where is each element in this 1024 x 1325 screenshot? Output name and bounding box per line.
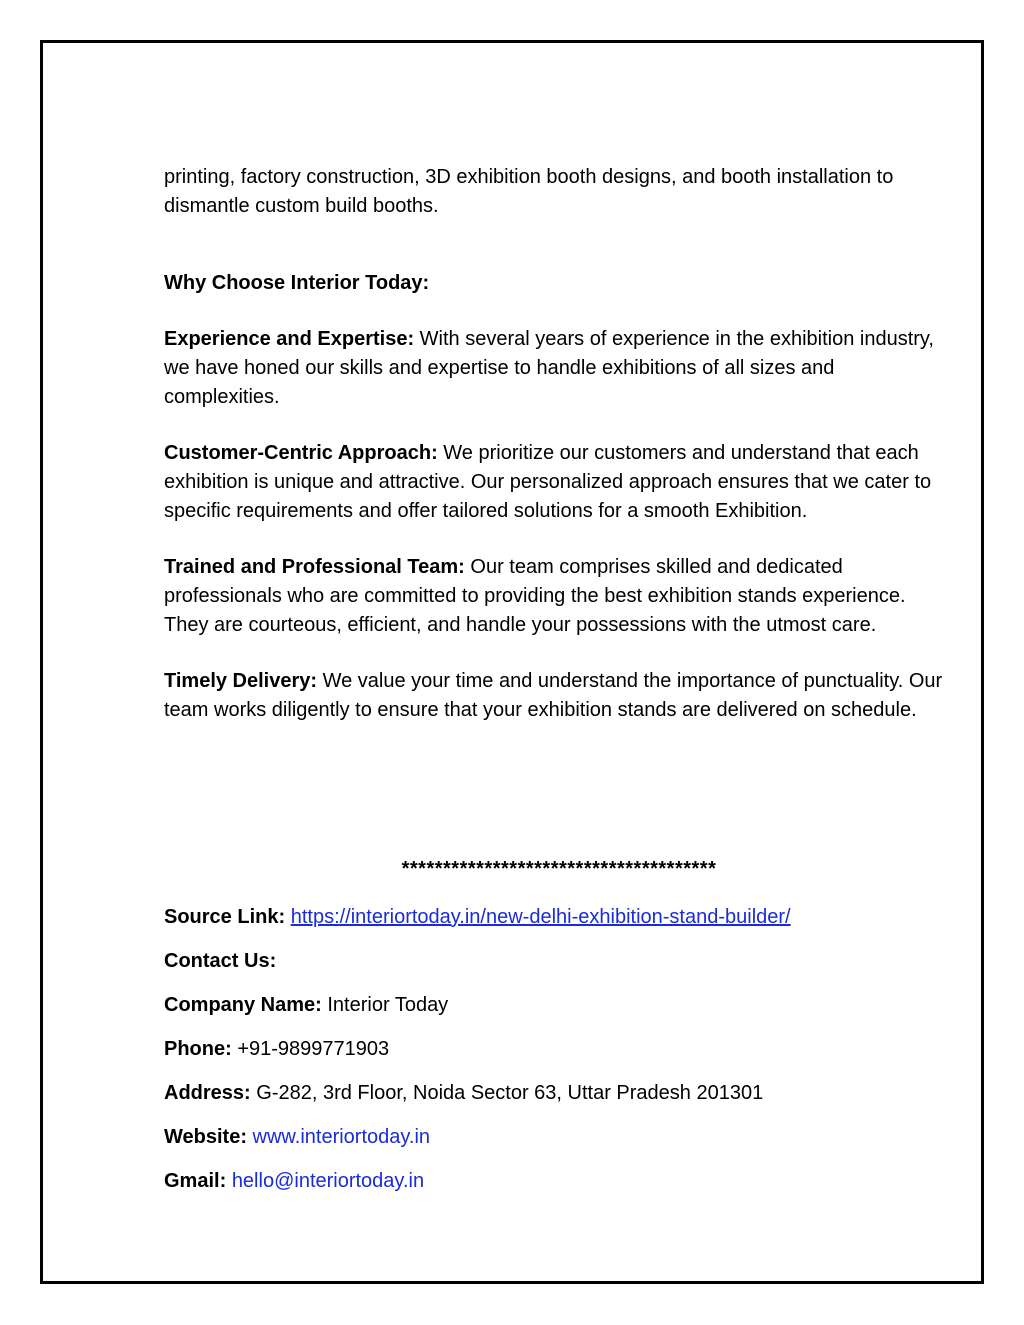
address-value: G-282, 3rd Floor, Noida Sector 63, Uttar Pradesh 201301 bbox=[256, 1082, 764, 1104]
phone-line bbox=[164, 1035, 954, 1064]
contact-block bbox=[164, 903, 954, 1211]
company-label: Company Name: bbox=[164, 994, 322, 1016]
website-line bbox=[164, 1123, 954, 1152]
section-text: Our team comprises skilled and dedicated professionals who are committed to providing the best exhibition stands experience. They are courteous, efficient, and handle your possessions with the utmost care. bbox=[164, 556, 906, 636]
section-text: With several years of experience in the exhibition industry, we have honed our skills and expertise to handle exhibitions of all sizes and complexities. bbox=[164, 328, 934, 408]
section-label: Trained and Professional Team: bbox=[164, 556, 465, 578]
section-text: We prioritize our customers and understand that each exhibition is unique and attractive. Our personalized approach ensures that we cater to specific requirements and offer tailored solutions for a smooth Exhibition. bbox=[164, 442, 932, 522]
page-border bbox=[40, 40, 984, 1284]
phone-label: Phone: bbox=[164, 1038, 232, 1060]
section-customer-centric bbox=[164, 439, 954, 526]
source-link-line bbox=[164, 903, 954, 932]
company-value: Interior Today bbox=[327, 994, 449, 1016]
address-label: Address: bbox=[164, 1082, 251, 1104]
asterisk-divider: ************************************** bbox=[401, 858, 717, 880]
website-label: Website: bbox=[164, 1126, 247, 1148]
section-label: Experience and Expertise: bbox=[164, 328, 415, 350]
section-label: Timely Delivery: bbox=[164, 670, 318, 692]
gmail-line bbox=[164, 1167, 954, 1196]
section-team bbox=[164, 553, 954, 640]
document-body bbox=[164, 163, 954, 1192]
phone-value: +91-9899771903 bbox=[237, 1038, 390, 1060]
email-link[interactable]: hello@interiortoday.in bbox=[231, 1170, 425, 1192]
address-line bbox=[164, 1079, 954, 1108]
section-timely-delivery bbox=[164, 667, 954, 725]
source-link[interactable]: https://interiortoday.in/new-delhi-exhibition-stand-builder/ bbox=[290, 906, 791, 928]
gmail-label: Gmail: bbox=[164, 1170, 227, 1192]
contact-us-line bbox=[164, 947, 954, 976]
intro-paragraph: printing, factory construction, 3D exhibition booth designs, and booth installation to dismantle custom build booths. bbox=[164, 166, 894, 217]
section-experience bbox=[164, 325, 954, 412]
company-line bbox=[164, 991, 954, 1020]
website-link[interactable]: www.interiortoday.in bbox=[252, 1126, 431, 1148]
section-text: We value your time and understand the importance of punctuality. Our team works diligently to ensure that your exhibition stands are delivered on schedule. bbox=[164, 670, 943, 721]
section-heading: Why Choose Interior Today: bbox=[164, 272, 430, 294]
source-link-label: Source Link: bbox=[164, 906, 286, 928]
section-label: Customer-Centric Approach: bbox=[164, 442, 438, 464]
contact-us-heading: Contact Us: bbox=[164, 950, 277, 972]
